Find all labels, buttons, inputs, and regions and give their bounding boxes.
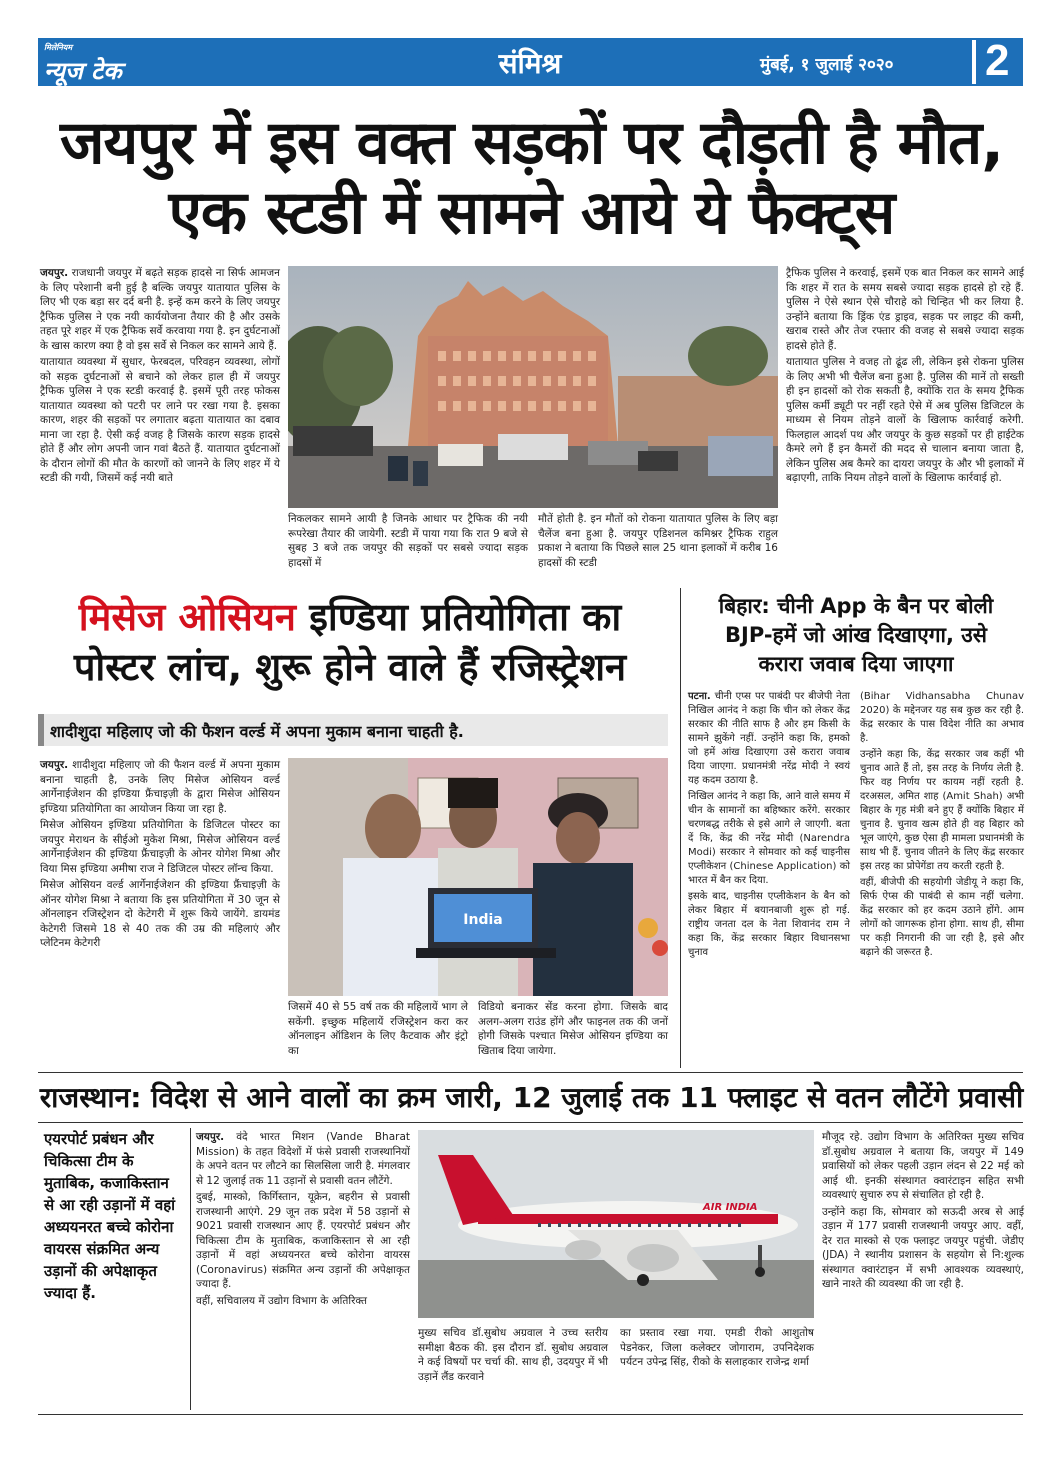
paragraph: (Bihar Vidhansabha Chunav 2020) के मद्देनजर यह सब कुछ कर रही है. केंद्र सरकार के पास विदेश नीति का अभाव है. xyxy=(860,691,1024,744)
air-india-logo: AIR INDIA xyxy=(703,1202,758,1213)
paragraph: दुबई, मास्को, किर्गिस्तान, यूक्रेन, बहरीन से प्रवासी राजस्थानी आएंगे. 29 जून तक प्रदेश में 58 उड़ानों से 9021 प्रवासी राजस्थान आए हैं. एयरपोर्ट प्रबंधन और चिकित्सा टीम के मुताबिक, कजाकिस्तान से आ रही उड़ानों में वहां अध्ययनरत बच्चे कोरोना वायरस (Coronavirus) संक्रमित अन्य उड़ानों की अपेक्षाकृत ज्यादा हैं. xyxy=(196,1191,410,1290)
story4-pullquote: एयरपोर्ट प्रबंधन और चिकित्सा टीम के मुताबिक, कजाकिस्तान से आ रही उड़ानों में वहां अध्ययनरत बच्चे कोरोना वायरस संक्रमित अन्य उड़ानों की अपेक्षाकृत ज्यादा हैं. xyxy=(44,1130,176,1302)
headline-highlight: मिसेज ओसियन xyxy=(78,595,296,639)
brand-name: न्यूज टेक xyxy=(44,57,122,85)
story4-column-mid-1: मुख्य सचिव डॉ.सुबोध अग्रवाल ने उच्च स्तरीय समीक्षा बैठक की. इस दौरान डॉ. सुबोध अग्रवाल ने कई विषयों पर चर्चा की. साथ ही, उदयपुर में भी उड़ानें लैंड करवाने xyxy=(418,1327,608,1383)
main-headline-line1: जयपुर में इस वक्त सड़कों पर दौड़ती है मौत, xyxy=(59,108,1004,178)
story4-column-right xyxy=(822,1130,1024,1294)
page-number: 2 xyxy=(985,36,1010,85)
dateline: पटना. xyxy=(688,691,711,702)
dateline: जयपुर. xyxy=(196,1131,225,1143)
column-rule xyxy=(190,1128,191,1410)
story2-column-left xyxy=(40,758,280,953)
brand-tagline: मिलेनियम xyxy=(44,43,73,52)
paragraph: चीनी एप्स पर पाबंदी पर बीजेपी नेता निखिल आनंद ने कहा कि चीन को लेकर केंद्र सरकार की नीति साफ है और हम किसी के सामने झुकेंगे नहीं. उन्होंने कहा कि, हमको जो हमें आंख दिखाएगा उसे करारा जवाब दिया जाएगा. प्रधानमंत्री नरेंद्र मोदी ने स्वयं यह कदम उठाया है. xyxy=(688,691,850,786)
paragraph: मौजूद रहे. उद्योग विभाग के अतिरिक्त मुख्य सचिव डॉ.सुबोध अग्रवाल ने बताया कि, जयपुर में 149 प्रवासियों को लेकर पहली उड़ान लंदन से 22 मई को आई थी. इनकी संस्थागत क्वारंटाइन सहित सभी व्यवस्थाएं सुचारु रुप से संचालित हो रही है. xyxy=(822,1131,1024,1201)
main-headline-line2: एक स्टडी में सामने आये ये फैक्ट्स xyxy=(168,178,895,248)
story1-column-right xyxy=(786,266,1024,488)
story2-column-mid-1: जिसमें 40 से 55 वर्ष तक की महिलायें भाग ले सकेंगी. इच्छुक महिलायें रजिस्ट्रेशन करा कर ऑनलाइन ऑडिशन के लिए कैटवाक और इंट्रो का xyxy=(288,1001,468,1057)
story1-column-left xyxy=(40,266,280,488)
story3-column-right xyxy=(860,690,1024,962)
issue-date: मुंबई, १ जुलाई २०२० xyxy=(760,55,894,75)
story2-headline: मिसेज ओसियन इण्डिया प्रतियोगिता का पोस्टर लांच, शुरू होने वाले हैं रजिस्ट्रेशन xyxy=(73,595,627,689)
footer-rule xyxy=(38,1414,1023,1415)
paragraph: वहीं, बीजेपी की सहयोगी जेडीयू ने कहा कि, सिर्फ ऐप्स की पाबंदी से काम नहीं चलेगा. केंद्र सरकार को हर कदम उठाने होंगे. आम लोगों को जागरूक होना होगा. साथ ही, सीमा पर कड़ी निगरानी की जा रही है, इसे और बढ़ाने की जरूरत है. xyxy=(860,877,1024,958)
paragraph: शादीशुदा महिलाए जो की फैशन वर्ल्ड में अपना मुकाम बनाना चाहती है, उनके लिए मिसेज ओसियन वर्ल्ड आर्गेनाईजेशन की इण्डिया फ्रैंचाइज़ी के द्वारा मिसेज ओसियन इण्डिया प्रतियोगिता का आयोजन किया जा रहा है. xyxy=(40,759,280,815)
paragraph: इसके बाद, चाइनीस एप्लीकेशन के बैन को लेकर बिहार में बयानबाजी शुरू हो गई. राष्ट्रीय जनता दल के नेता शिवानंद राम ने कहा कि, केंद्र सरकार बिहार विधानसभा चुनाव xyxy=(688,891,850,958)
story2-column-mid-2: विडियो बनाकर सेंड करना होगा. जिसके बाद अलग-अलग राउंड होंगे और फाइनल तक की जनों होगी जिसके पश्चात मिसेज ओसियन इण्डिया का खिताब दिया जायेगा. xyxy=(478,1001,668,1057)
story3-headline: बिहार: चीनी App के बैन पर बोली BJP-हमें जो आंख दिखाएगा, उसे करारा जवाब दिया जाएगा xyxy=(718,594,994,676)
story4-column-left xyxy=(196,1130,410,1310)
story3-column-left xyxy=(688,690,850,962)
paragraph: राजधानी जयपुर में बढ़ते सड़क हादसे ना सिर्फ आमजन के लिए परेशानी बनी हुई है बल्कि जयपुर यातायात पुलिस के लिए भी एक बड़ा सर दर्द बनी है. इन्हें कम करने के लिए जयपुर ट्रैफिक पुलिस ने एक नयी कार्ययोजना तैयार की है और उसके तहत पूरे शहर में एक ट्रैफिक सर्वे करवाया गया है. इन दुर्घटनाओं के खास कारण क्या है वो इस सर्वे से निकल कर सामने आये हैं. xyxy=(40,267,280,352)
paragraph: निखिल आनंद ने कहा कि, आने वाले समय में चीन के सामानों का बहिष्कार करेंगे. सरकार चरणबद्ध तरीके से इसे आगे ले जाएगी. बता दें कि, केंद्र की नरेंद्र मोदी (Narendra Modi) सरकार ने सोमवार को कई चाइनीस एप्लीकेशन (Chinese Application) को भारत में बैन कर दिया. xyxy=(688,791,850,886)
poster-launch-photo xyxy=(288,758,668,996)
section-title: संमिश्र xyxy=(498,47,562,80)
column-rule xyxy=(680,588,681,1068)
paragraph: वंदे भारत मिशन (Vande Bharat Mission) के तहत विदेशों में फंसे प्रवासी राजस्थानियों के अपने वतन पर लौटने का सिलसिला जारी है. मंगलवार से 12 जुलाई तक 11 उड़ानों से प्रवासी वतन लौटेंगे. xyxy=(196,1131,411,1187)
story1-column-mid-1: निकलकर सामने आयी है जिनके आधार पर ट्रैफिक की नयी रूपरेखा तैयार की जायेगी. स्टडी में पाया गया कि रात 9 बजे से सुबह 3 बजे तक जयपुर की सड़कों पर सबसे ज्यादा सड़क हादसों में xyxy=(288,513,528,569)
section-rule xyxy=(38,1072,1023,1073)
paragraph: ट्रैफिक पुलिस ने करवाई, इसमें एक बात निकल कर सामने आई कि शहर में रात के समय सबसे ज्यादा सड़क हादसे हो रहे हैं. पुलिस ने ऐसे स्थान ऐसे चौराहे को चिन्हित भी कर लिया है. उन्होंने बताया कि ड्रिंक एंड ड्राइव, सड़क पर लाइट की कमी, खराब रास्ते और तेज रफ्तार की वजह से सबसे ज्यादा सड़क हादसे होते हैं. xyxy=(786,267,1024,352)
story1-column-mid-2: मौतें होती है. इन मौतों को रोकना यातायात पुलिस के लिए बड़ा चैलेंज बना हुआ है. जयपुर एडिशनल कमिश्नर ट्रैफिक राहुल प्रकाश ने बताया कि पिछले साल 25 थाना इलाकों में करीब 16 हादसों की स्टडी xyxy=(538,513,778,569)
paragraph: उन्होंने कहा कि, केंद्र सरकार जब कहीं भी चुनाव आते हैं तो, इस तरह के निर्णय लेती है. फिर वह निर्णय पर कायम नहीं रहती है. दरअसल, अमित शाह (Amit Shah) अभी बिहार के गृह मंत्री बने हुए हैं क्योंकि बिहार में चुनाव है. चुनाव खत्म होते ही वह बिहार को भूल जाएंगे, कुछ ऐसा ही मामला प्रधानमंत्री के साथ भी हैं. चुनाव जीतने के लिए केंद्र सरकार इस तरह का प्रोपेगेंडा तय करती रहती है. xyxy=(860,749,1024,872)
paragraph: यातायात व्यवस्था में सुधार, फेरबदल, परिवहन व्यवस्था, लोगों को सड़क दुर्घटनाओं से बचाने को लेकर हाल ही में जयपुर ट्रैफिक पुलिस ने एक स्टडी करवाई है. इसमें पूरी तरह फोकस यातायात व्यवस्था को पटरी पर लाने पर रखा गया है. इसका कारण, शहर की सड़कों पर लगातार बढ़ता यातायात का दबाव माना जा रहा है. ऐसी कई वजह है जिसके कारण सड़क हादसे होते हैं और लोग अपनी जान गवां बैठते हैं. यातायात दुर्घटनाओं के दौरान लोगों की मौत के कारणों को जानने के लिए शहर में ये स्टडी की गयी, जिसमें कई नयी बाते xyxy=(40,356,280,484)
paragraph: उन्होंने कहा कि, सोमवार को सऊदी अरब से आई उड़ान में 177 प्रवासी राजस्थानी जयपुर आए. वहीं, देर रात मास्को से एक फ्लाइट जयपुर पहुंची. जेडीए (JDA) ने स्थानीय प्रशासन के सहयोग से नि:शुल्क संस्थागत क्वारंटाइन में सभी आवश्यक व्यवस्थाएं, खाने नाश्ते की व्यवस्था की जा रही है. xyxy=(822,1205,1024,1290)
paragraph: यातायात पुलिस ने वजह तो ढूंढ ली, लेकिन इसे रोकना पुलिस के लिए अभी भी चैलेंज बना हुआ है. पुलिस की मानें तो सख्ती ही इन हादसों को रोक सकती है, क्योंकि रात के समय ट्रैफिक पुलिस कर्मी ड्यूटी पर नहीं रहते ऐसे में अब पुलिस डिजिटल के माध्यम से नियम तोड़ने वालों के खिलाफ कार्रवाई करेगी. फिलहाल आदर्श पथ और जयपुर के कुछ सड़कों पर ही हाईटेक कैमरे लगे हैं इन कैमरों की मदद से चालान बनाया जाता है, लेकिन पुलिस अब कैमरे का दायरा जयपुर के और भी इलाकों में बढ़ाएगी, ताकि नियम तोड़ने वालों के खिलाफ कार्रवाई हो. xyxy=(786,356,1024,484)
paragraph: मिसेज ओसियन वर्ल्ड आर्गेनाईजेशन की इण्डिया फ्रैंचाइज़ी के ऑनर योगेश मिश्रा ने बताया कि इस प्रतियोगिता में 30 जून से ऑनलाइन रजिस्ट्रेशन दो केटेगरी में शुरू किये जायेंगे. डायमंड केटेगरी जिसमे 18 से 40 तक की उम्र की महिलाएं और प्लेटिनम केटेगरी xyxy=(40,879,280,949)
laptop-screen-text: India xyxy=(463,912,503,928)
hawa-mahal-photo xyxy=(288,266,778,508)
air-india-aircraft-photo xyxy=(418,1130,814,1318)
paragraph: मिसेज ओसियन इण्डिया प्रतियोगिता के डिजिटल पोस्टर का जयपुर मेराथन के सीईओ मुकेश मिश्रा, मिसेज ओसियन वर्ल्ड आर्गेनाईजेशन की इण्डिया फ्रैंचाइज़ी के ओनर योगेश मिश्रा और विया मिस इण्डिया अमीषा राज ने डिजिटल पोस्टर लॉन्च किया. xyxy=(40,819,280,875)
paragraph: वहीं, सचिवालय में उद्योग विभाग के अतिरिक्त xyxy=(196,1294,368,1307)
main-headline xyxy=(30,108,1033,248)
dateline: जयपुर. xyxy=(40,267,69,279)
story4-headline: राजस्थान: विदेश से आने वालों का क्रम जारी, 12 जुलाई तक 11 फ्लाइट से वतन लौटेंगे प्रवासी xyxy=(39,1081,1024,1114)
section-rule xyxy=(38,1122,1023,1123)
divider xyxy=(972,40,976,84)
story4-column-mid-2: का प्रस्ताव रखा गया. एमडी रीको आशुतोष पेडनेकर, जिला कलेक्टर जोगाराम, उपनिदेशक पर्यटन उपेन्द्र सिंह, रीको के सलाहकार राजेन्द्र शर्मा xyxy=(620,1327,814,1368)
story2-subheadline: शादीशुदा महिलाए जो की फैशन वर्ल्ड में अपना मुकाम बनाना चाहती है. xyxy=(50,722,464,741)
dateline: जयपुर. xyxy=(40,759,69,771)
